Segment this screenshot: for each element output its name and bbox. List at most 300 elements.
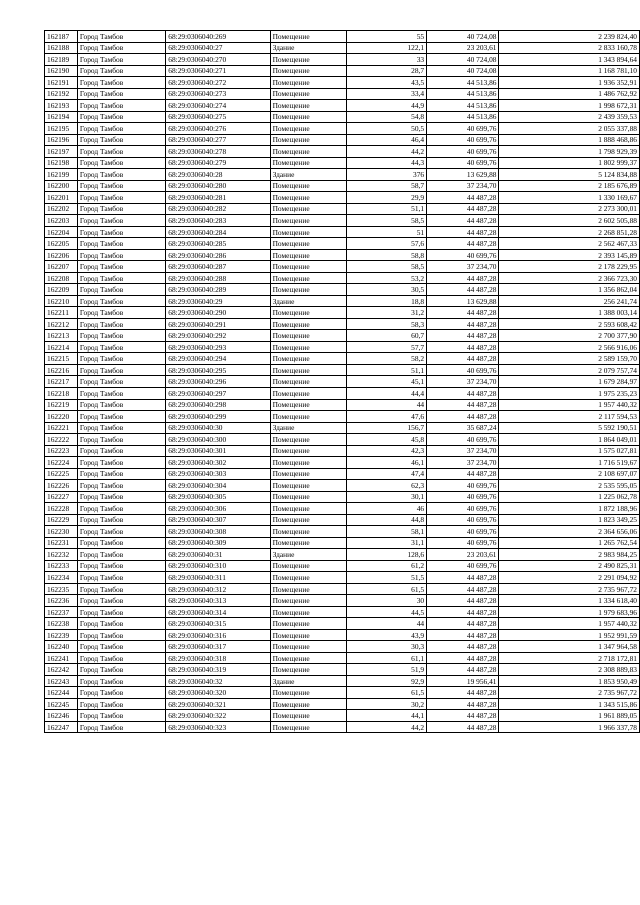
specific-value-cell: 44 487,28 [427,238,499,250]
cadastral-number-cell: 68:29:0306040:285 [166,238,270,250]
table-row [45,88,640,100]
table-row [45,514,640,526]
cadastral-number-cell: 68:29:0306040:296 [166,376,270,388]
cadastral-value-cell: 5 592 190,51 [499,422,640,434]
row-number-cell: 162204 [45,226,78,238]
cadastral-value-cell: 2 700 377,90 [499,330,640,342]
table-row [45,675,640,687]
cadastral-number-cell: 68:29:0306040:282 [166,203,270,215]
specific-value-cell: 44 487,28 [427,687,499,699]
row-number-cell: 162194 [45,111,78,123]
locality-cell: Город Тамбов [77,468,165,480]
locality-cell: Город Тамбов [77,77,165,89]
specific-value-cell: 44 487,28 [427,721,499,733]
cadastral-number-cell: 68:29:0306040:303 [166,468,270,480]
row-number-cell: 162198 [45,157,78,169]
specific-value-cell: 37 234,70 [427,180,499,192]
object-type-cell: Помещение [270,215,346,227]
cadastral-number-cell: 68:29:0306040:27 [166,42,270,54]
cadastral-number-cell: 68:29:0306040:269 [166,31,270,43]
area-cell: 44,2 [347,721,427,733]
table-row [45,123,640,135]
locality-cell: Город Тамбов [77,65,165,77]
cadastral-number-cell: 68:29:0306040:293 [166,341,270,353]
area-cell: 47,4 [347,468,427,480]
row-number-cell: 162233 [45,560,78,572]
cadastral-number-cell: 68:29:0306040:279 [166,157,270,169]
locality-cell: Город Тамбов [77,503,165,515]
specific-value-cell: 44 487,28 [427,629,499,641]
object-type-cell: Помещение [270,537,346,549]
object-type-cell: Помещение [270,560,346,572]
cadastral-value-cell: 5 124 834,88 [499,169,640,181]
specific-value-cell: 44 513,86 [427,100,499,112]
table-row [45,376,640,388]
row-number-cell: 162196 [45,134,78,146]
locality-cell: Город Тамбов [77,618,165,630]
table-row [45,261,640,273]
row-number-cell: 162203 [45,215,78,227]
specific-value-cell: 40 699,76 [427,249,499,261]
area-cell: 128,6 [347,549,427,561]
area-cell: 47,6 [347,411,427,423]
cadastral-number-cell: 68:29:0306040:301 [166,445,270,457]
cadastral-value-cell: 2 239 824,40 [499,31,640,43]
cadastral-value-cell: 2 983 984,25 [499,549,640,561]
row-number-cell: 162191 [45,77,78,89]
cadastral-number-cell: 68:29:0306040:319 [166,664,270,676]
locality-cell: Город Тамбов [77,376,165,388]
cadastral-value-table [44,30,640,733]
area-cell: 42,3 [347,445,427,457]
row-number-cell: 162197 [45,146,78,158]
object-type-cell: Помещение [270,318,346,330]
locality-cell: Город Тамбов [77,272,165,284]
table-row [45,307,640,319]
row-number-cell: 162208 [45,272,78,284]
object-type-cell: Помещение [270,111,346,123]
table-row [45,318,640,330]
cadastral-number-cell: 68:29:0306040:29 [166,295,270,307]
area-cell: 122,1 [347,42,427,54]
area-cell: 44,8 [347,514,427,526]
object-type-cell: Помещение [270,31,346,43]
locality-cell: Город Тамбов [77,549,165,561]
row-number-cell: 162230 [45,526,78,538]
table-row [45,215,640,227]
row-number-cell: 162211 [45,307,78,319]
row-number-cell: 162240 [45,641,78,653]
object-type-cell: Помещение [270,364,346,376]
locality-cell: Город Тамбов [77,295,165,307]
object-type-cell: Здание [270,42,346,54]
area-cell: 50,5 [347,123,427,135]
specific-value-cell: 44 513,86 [427,88,499,100]
locality-cell: Город Тамбов [77,572,165,584]
object-type-cell: Здание [270,295,346,307]
cadastral-value-cell: 1 936 352,91 [499,77,640,89]
table-row [45,468,640,480]
cadastral-number-cell: 68:29:0306040:314 [166,606,270,618]
row-number-cell: 162220 [45,411,78,423]
table-row [45,295,640,307]
area-cell: 44,9 [347,100,427,112]
locality-cell: Город Тамбов [77,698,165,710]
specific-value-cell: 44 487,28 [427,284,499,296]
cadastral-number-cell: 68:29:0306040:307 [166,514,270,526]
row-number-cell: 162244 [45,687,78,699]
specific-value-cell: 44 487,28 [427,664,499,676]
cadastral-value-cell: 1 966 337,78 [499,721,640,733]
cadastral-value-cell: 2 364 656,06 [499,526,640,538]
object-type-cell: Помещение [270,77,346,89]
locality-cell: Город Тамбов [77,664,165,676]
table-row [45,341,640,353]
locality-cell: Город Тамбов [77,123,165,135]
table-row [45,595,640,607]
area-cell: 30,5 [347,284,427,296]
cadastral-number-cell: 68:29:0306040:304 [166,480,270,492]
row-number-cell: 162201 [45,192,78,204]
row-number-cell: 162242 [45,664,78,676]
cadastral-number-cell: 68:29:0306040:275 [166,111,270,123]
cadastral-number-cell: 68:29:0306040:272 [166,77,270,89]
object-type-cell: Помещение [270,157,346,169]
row-number-cell: 162214 [45,341,78,353]
table-row [45,491,640,503]
locality-cell: Город Тамбов [77,203,165,215]
cadastral-number-cell: 68:29:0306040:291 [166,318,270,330]
cadastral-value-cell: 1 798 929,39 [499,146,640,158]
locality-cell: Город Тамбов [77,180,165,192]
locality-cell: Город Тамбов [77,215,165,227]
cadastral-value-cell: 1 334 618,40 [499,595,640,607]
row-number-cell: 162241 [45,652,78,664]
locality-cell: Город Тамбов [77,111,165,123]
object-type-cell: Здание [270,422,346,434]
cadastral-number-cell: 68:29:0306040:30 [166,422,270,434]
specific-value-cell: 40 699,76 [427,157,499,169]
specific-value-cell: 44 487,28 [427,583,499,595]
cadastral-value-cell: 2 735 967,72 [499,583,640,595]
locality-cell: Город Тамбов [77,537,165,549]
row-number-cell: 162219 [45,399,78,411]
table-row [45,710,640,722]
object-type-cell: Помещение [270,387,346,399]
area-cell: 58,5 [347,261,427,273]
cadastral-number-cell: 68:29:0306040:292 [166,330,270,342]
row-number-cell: 162224 [45,457,78,469]
cadastral-number-cell: 68:29:0306040:311 [166,572,270,584]
cadastral-value-cell: 2 602 505,88 [499,215,640,227]
area-cell: 31,1 [347,537,427,549]
object-type-cell: Помещение [270,88,346,100]
area-cell: 51,5 [347,572,427,584]
cadastral-number-cell: 68:29:0306040:298 [166,399,270,411]
area-cell: 61,5 [347,583,427,595]
table-row [45,169,640,181]
specific-value-cell: 40 699,76 [427,364,499,376]
row-number-cell: 162213 [45,330,78,342]
row-number-cell: 162228 [45,503,78,515]
object-type-cell: Помещение [270,376,346,388]
row-number-cell: 162239 [45,629,78,641]
area-cell: 30 [347,595,427,607]
cadastral-value-cell: 1 716 519,67 [499,457,640,469]
specific-value-cell: 40 724,08 [427,65,499,77]
specific-value-cell: 40 699,76 [427,560,499,572]
object-type-cell: Помещение [270,629,346,641]
locality-cell: Город Тамбов [77,629,165,641]
row-number-cell: 162205 [45,238,78,250]
row-number-cell: 162232 [45,549,78,561]
cadastral-number-cell: 68:29:0306040:281 [166,192,270,204]
object-type-cell: Помещение [270,468,346,480]
specific-value-cell: 19 956,41 [427,675,499,687]
area-cell: 61,2 [347,560,427,572]
cadastral-number-cell: 68:29:0306040:315 [166,618,270,630]
cadastral-value-cell: 1 864 049,01 [499,434,640,446]
cadastral-number-cell: 68:29:0306040:284 [166,226,270,238]
table-row [45,180,640,192]
area-cell: 51,1 [347,203,427,215]
object-type-cell: Помещение [270,100,346,112]
row-number-cell: 162216 [45,364,78,376]
specific-value-cell: 44 487,28 [427,710,499,722]
row-number-cell: 162229 [45,514,78,526]
object-type-cell: Помещение [270,618,346,630]
object-type-cell: Здание [270,169,346,181]
table-row [45,238,640,250]
object-type-cell: Помещение [270,146,346,158]
locality-cell: Город Тамбов [77,88,165,100]
table-row [45,503,640,515]
cadastral-number-cell: 68:29:0306040:306 [166,503,270,515]
row-number-cell: 162207 [45,261,78,273]
row-number-cell: 162209 [45,284,78,296]
object-type-cell: Помещение [270,721,346,733]
cadastral-value-cell: 2 566 916,06 [499,341,640,353]
table-row [45,364,640,376]
object-type-cell: Помещение [270,514,346,526]
row-number-cell: 162238 [45,618,78,630]
area-cell: 18,8 [347,295,427,307]
row-number-cell: 162231 [45,537,78,549]
area-cell: 58,8 [347,249,427,261]
row-number-cell: 162195 [45,123,78,135]
locality-cell: Город Тамбов [77,675,165,687]
area-cell: 44,2 [347,146,427,158]
locality-cell: Город Тамбов [77,595,165,607]
area-cell: 61,5 [347,687,427,699]
row-number-cell: 162190 [45,65,78,77]
cadastral-value-cell: 1 265 762,54 [499,537,640,549]
cadastral-number-cell: 68:29:0306040:320 [166,687,270,699]
object-type-cell: Помещение [270,664,346,676]
area-cell: 54,8 [347,111,427,123]
cadastral-number-cell: 68:29:0306040:270 [166,54,270,66]
cadastral-value-cell: 1 957 440,32 [499,618,640,630]
object-type-cell: Помещение [270,180,346,192]
row-number-cell: 162227 [45,491,78,503]
specific-value-cell: 35 687,24 [427,422,499,434]
area-cell: 58,1 [347,526,427,538]
area-cell: 57,7 [347,341,427,353]
specific-value-cell: 44 487,28 [427,318,499,330]
table-row [45,560,640,572]
row-number-cell: 162188 [45,42,78,54]
specific-value-cell: 44 487,28 [427,468,499,480]
locality-cell: Город Тамбов [77,411,165,423]
table-row [45,226,640,238]
cadastral-value-cell: 1 979 683,96 [499,606,640,618]
table-row [45,457,640,469]
object-type-cell: Помещение [270,411,346,423]
specific-value-cell: 23 203,61 [427,549,499,561]
cadastral-value-cell: 2 117 594,53 [499,411,640,423]
area-cell: 58,2 [347,353,427,365]
cadastral-value-cell: 1 486 762,92 [499,88,640,100]
locality-cell: Город Тамбов [77,341,165,353]
object-type-cell: Помещение [270,480,346,492]
specific-value-cell: 23 203,61 [427,42,499,54]
specific-value-cell: 44 487,28 [427,387,499,399]
object-type-cell: Помещение [270,353,346,365]
cadastral-value-cell: 2 291 094,92 [499,572,640,584]
table-row [45,77,640,89]
object-type-cell: Помещение [270,434,346,446]
cadastral-value-cell: 1 575 027,81 [499,445,640,457]
locality-cell: Город Тамбов [77,284,165,296]
object-type-cell: Помещение [270,330,346,342]
cadastral-number-cell: 68:29:0306040:302 [166,457,270,469]
locality-cell: Город Тамбов [77,480,165,492]
table-row [45,445,640,457]
locality-cell: Город Тамбов [77,445,165,457]
cadastral-value-cell: 1 872 188,96 [499,503,640,515]
cadastral-number-cell: 68:29:0306040:286 [166,249,270,261]
area-cell: 58,5 [347,215,427,227]
cadastral-value-cell: 2 833 160,78 [499,42,640,54]
area-cell: 51 [347,226,427,238]
locality-cell: Город Тамбов [77,606,165,618]
object-type-cell: Помещение [270,652,346,664]
cadastral-value-cell: 2 366 723,30 [499,272,640,284]
object-type-cell: Помещение [270,445,346,457]
row-number-cell: 162210 [45,295,78,307]
cadastral-number-cell: 68:29:0306040:323 [166,721,270,733]
locality-cell: Город Тамбов [77,54,165,66]
area-cell: 33 [347,54,427,66]
cadastral-number-cell: 68:29:0306040:290 [166,307,270,319]
area-cell: 33,4 [347,88,427,100]
cadastral-value-cell: 1 998 672,31 [499,100,640,112]
specific-value-cell: 40 699,76 [427,514,499,526]
locality-cell: Город Тамбов [77,261,165,273]
row-number-cell: 162236 [45,595,78,607]
object-type-cell: Помещение [270,203,346,215]
area-cell: 51,1 [347,364,427,376]
cadastral-value-cell: 2 185 676,89 [499,180,640,192]
cadastral-value-cell: 1 888 468,86 [499,134,640,146]
locality-cell: Город Тамбов [77,514,165,526]
row-number-cell: 162218 [45,387,78,399]
cadastral-value-cell: 2 055 337,88 [499,123,640,135]
locality-cell: Город Тамбов [77,31,165,43]
area-cell: 45,1 [347,376,427,388]
cadastral-number-cell: 68:29:0306040:28 [166,169,270,181]
object-type-cell: Помещение [270,307,346,319]
cadastral-value-cell: 2 535 595,05 [499,480,640,492]
table-row [45,387,640,399]
specific-value-cell: 37 234,70 [427,457,499,469]
table-row [45,146,640,158]
cadastral-value-cell: 1 343 515,86 [499,698,640,710]
object-type-cell: Помещение [270,457,346,469]
table-row [45,687,640,699]
cadastral-number-cell: 68:29:0306040:322 [166,710,270,722]
area-cell: 46 [347,503,427,515]
table-row [45,192,640,204]
table-row [45,641,640,653]
area-cell: 44 [347,618,427,630]
table-row [45,353,640,365]
specific-value-cell: 40 699,76 [427,123,499,135]
object-type-cell: Помещение [270,606,346,618]
table-row [45,422,640,434]
specific-value-cell: 37 234,70 [427,445,499,457]
locality-cell: Город Тамбов [77,238,165,250]
area-cell: 58,7 [347,180,427,192]
object-type-cell: Помещение [270,572,346,584]
specific-value-cell: 40 724,08 [427,54,499,66]
row-number-cell: 162202 [45,203,78,215]
cadastral-value-cell: 2 735 967,72 [499,687,640,699]
specific-value-cell: 44 487,28 [427,641,499,653]
row-number-cell: 162206 [45,249,78,261]
object-type-cell: Помещение [270,54,346,66]
cadastral-value-cell: 2 079 757,74 [499,364,640,376]
area-cell: 51,9 [347,664,427,676]
table-row [45,721,640,733]
specific-value-cell: 44 487,28 [427,192,499,204]
cadastral-value-cell: 2 562 467,33 [499,238,640,250]
area-cell: 62,3 [347,480,427,492]
row-number-cell: 162199 [45,169,78,181]
cadastral-number-cell: 68:29:0306040:276 [166,123,270,135]
cadastral-value-cell: 2 490 825,31 [499,560,640,572]
row-number-cell: 162234 [45,572,78,584]
specific-value-cell: 44 487,28 [427,272,499,284]
area-cell: 43,9 [347,629,427,641]
area-cell: 55 [347,31,427,43]
cadastral-number-cell: 68:29:0306040:321 [166,698,270,710]
cadastral-value-cell: 1 168 781,10 [499,65,640,77]
cadastral-value-cell: 2 393 145,89 [499,249,640,261]
table-body [45,31,640,733]
area-cell: 44 [347,399,427,411]
area-cell: 31,2 [347,307,427,319]
specific-value-cell: 40 699,76 [427,537,499,549]
area-cell: 58,3 [347,318,427,330]
area-cell: 44,4 [347,387,427,399]
cadastral-value-cell: 1 356 862,04 [499,284,640,296]
cadastral-value-cell: 1 330 169,67 [499,192,640,204]
specific-value-cell: 40 699,76 [427,491,499,503]
cadastral-value-cell: 1 952 991,59 [499,629,640,641]
row-number-cell: 162215 [45,353,78,365]
object-type-cell: Помещение [270,226,346,238]
